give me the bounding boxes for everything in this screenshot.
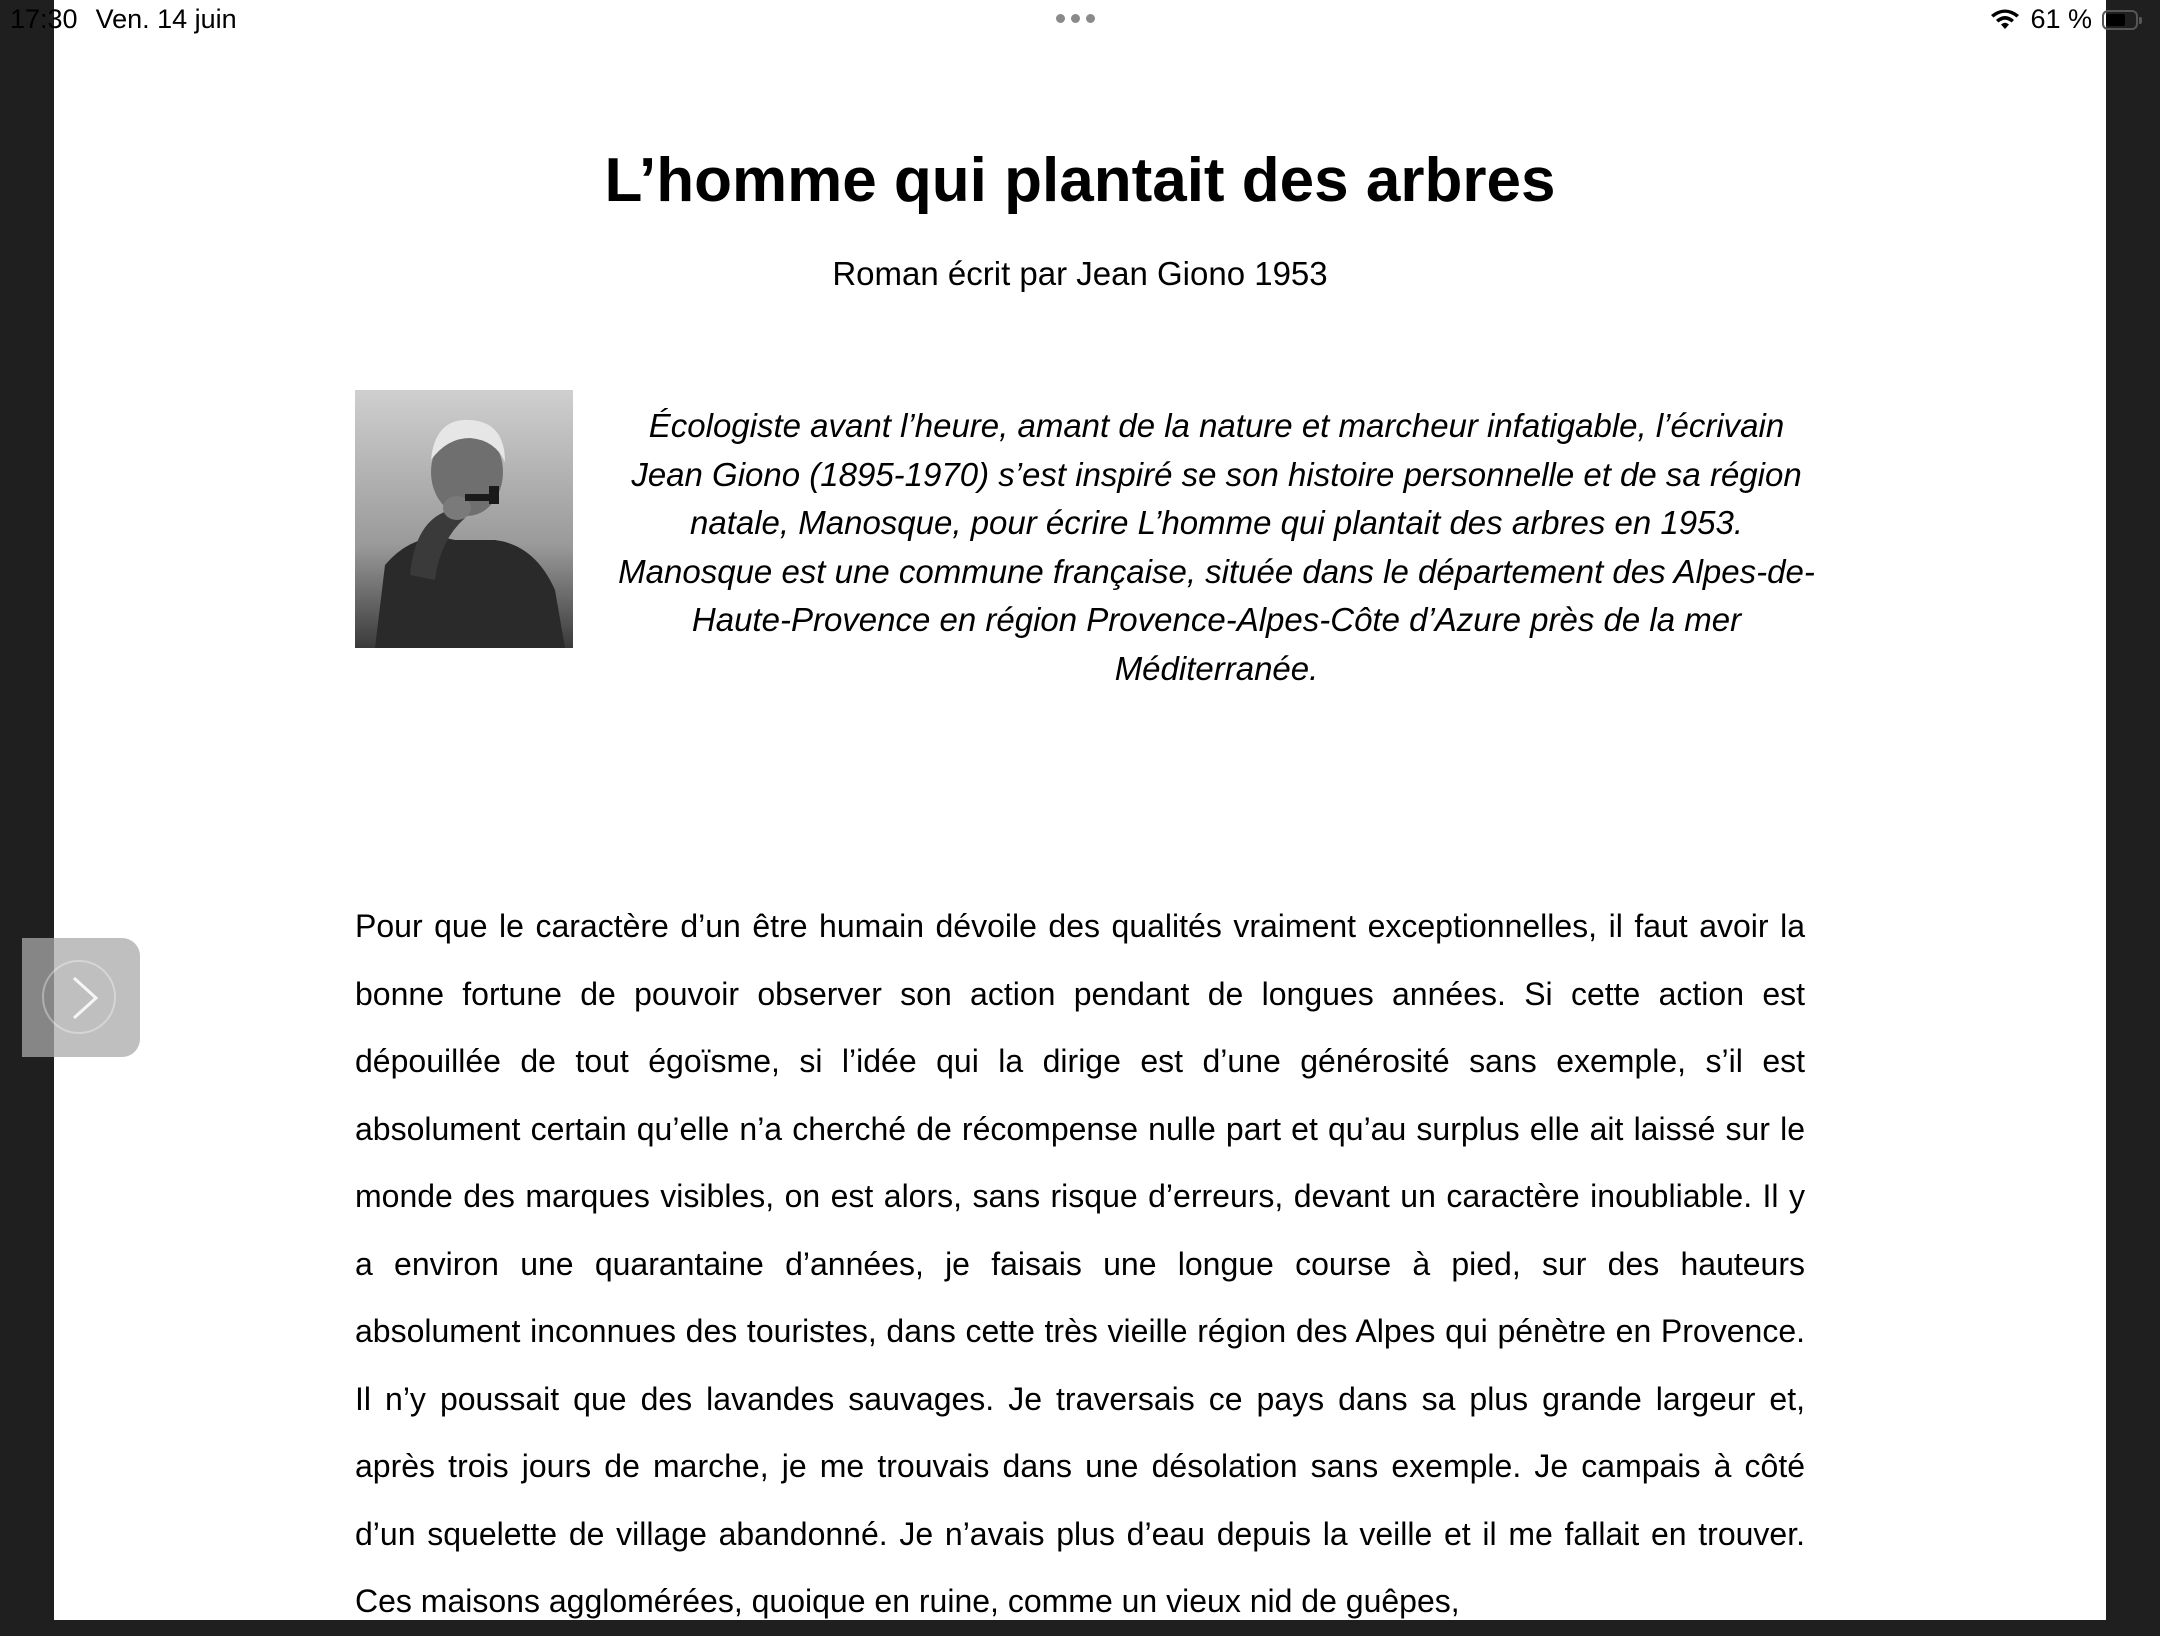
more-dots-icon[interactable]	[1056, 14, 1095, 23]
status-bar-left	[10, 4, 237, 35]
document-page[interactable]	[54, 0, 2106, 1620]
status-date: Ven. 14 juin	[95, 4, 237, 34]
body-paragraph: Pour que le caractère d’un être humain dévoile des qualités vraiment exceptionnelles, il faut avoir la bonne fortune de pouvoir observer son action pendant de longues années. Si cette action est dépouillée de tout égoïsme, si l’idée qui la dirige est d’une générosité sans exemple, s’il est absolument certain qu’elle n’a cherché de récompense nulle part et qu’au surplus elle ait laissé sur le monde des marques visibles, on est alors, sans risque d’erreurs, devant un caractère inoubliable. Il y a environ une quarantaine d’années, je faisais une longue course à pied, sur des hauteurs absolument inconnues des touristes, dans cette très vieille région des Alpes qui pénètre en Provence. Il n’y poussait que des lavandes sauvages. Je traversais ce pays dans sa plus grande largeur et, après trois jours de marche, je me trouvais dans une désolation sans exemple. Je campais à côté d’un squelette de village abandonné. Je n’avais plus d’eau depuis la veille et il me fallait en trouver. Ces maisons agglomérées, quoique en ruine, comme un vieux nid de guêpes,	[355, 908, 1805, 1619]
battery-percentage: 61 %	[2030, 4, 2092, 34]
author-portrait-image	[355, 390, 573, 648]
next-page-button[interactable]	[22, 938, 140, 1057]
document-subtitle: Roman écrit par Jean Giono 1953	[832, 255, 1328, 292]
document-title: L’homme qui plantait des arbres	[604, 146, 1556, 215]
status-time: 17:30	[10, 4, 78, 34]
chevron-right-icon	[70, 976, 100, 1020]
intro-paragraph: Écologiste avant l’heure, amant de la nature et marcheur infatigable, l’écrivain Jean Giono (1895-1970) s’est inspiré se son histoire personnelle et de sa région natale, Manosque, pour écrire L’homme qui plantait des arbres en 1953. Manosque est une commune française, située dans le département des Alpes-de-Haute-Provence en région Provence-Alpes-Côte d’Azure près de la mer Méditerranée.	[618, 407, 1815, 687]
wifi-icon	[1990, 9, 2020, 31]
status-bar-right	[1990, 4, 2138, 35]
battery-icon	[2102, 10, 2138, 30]
